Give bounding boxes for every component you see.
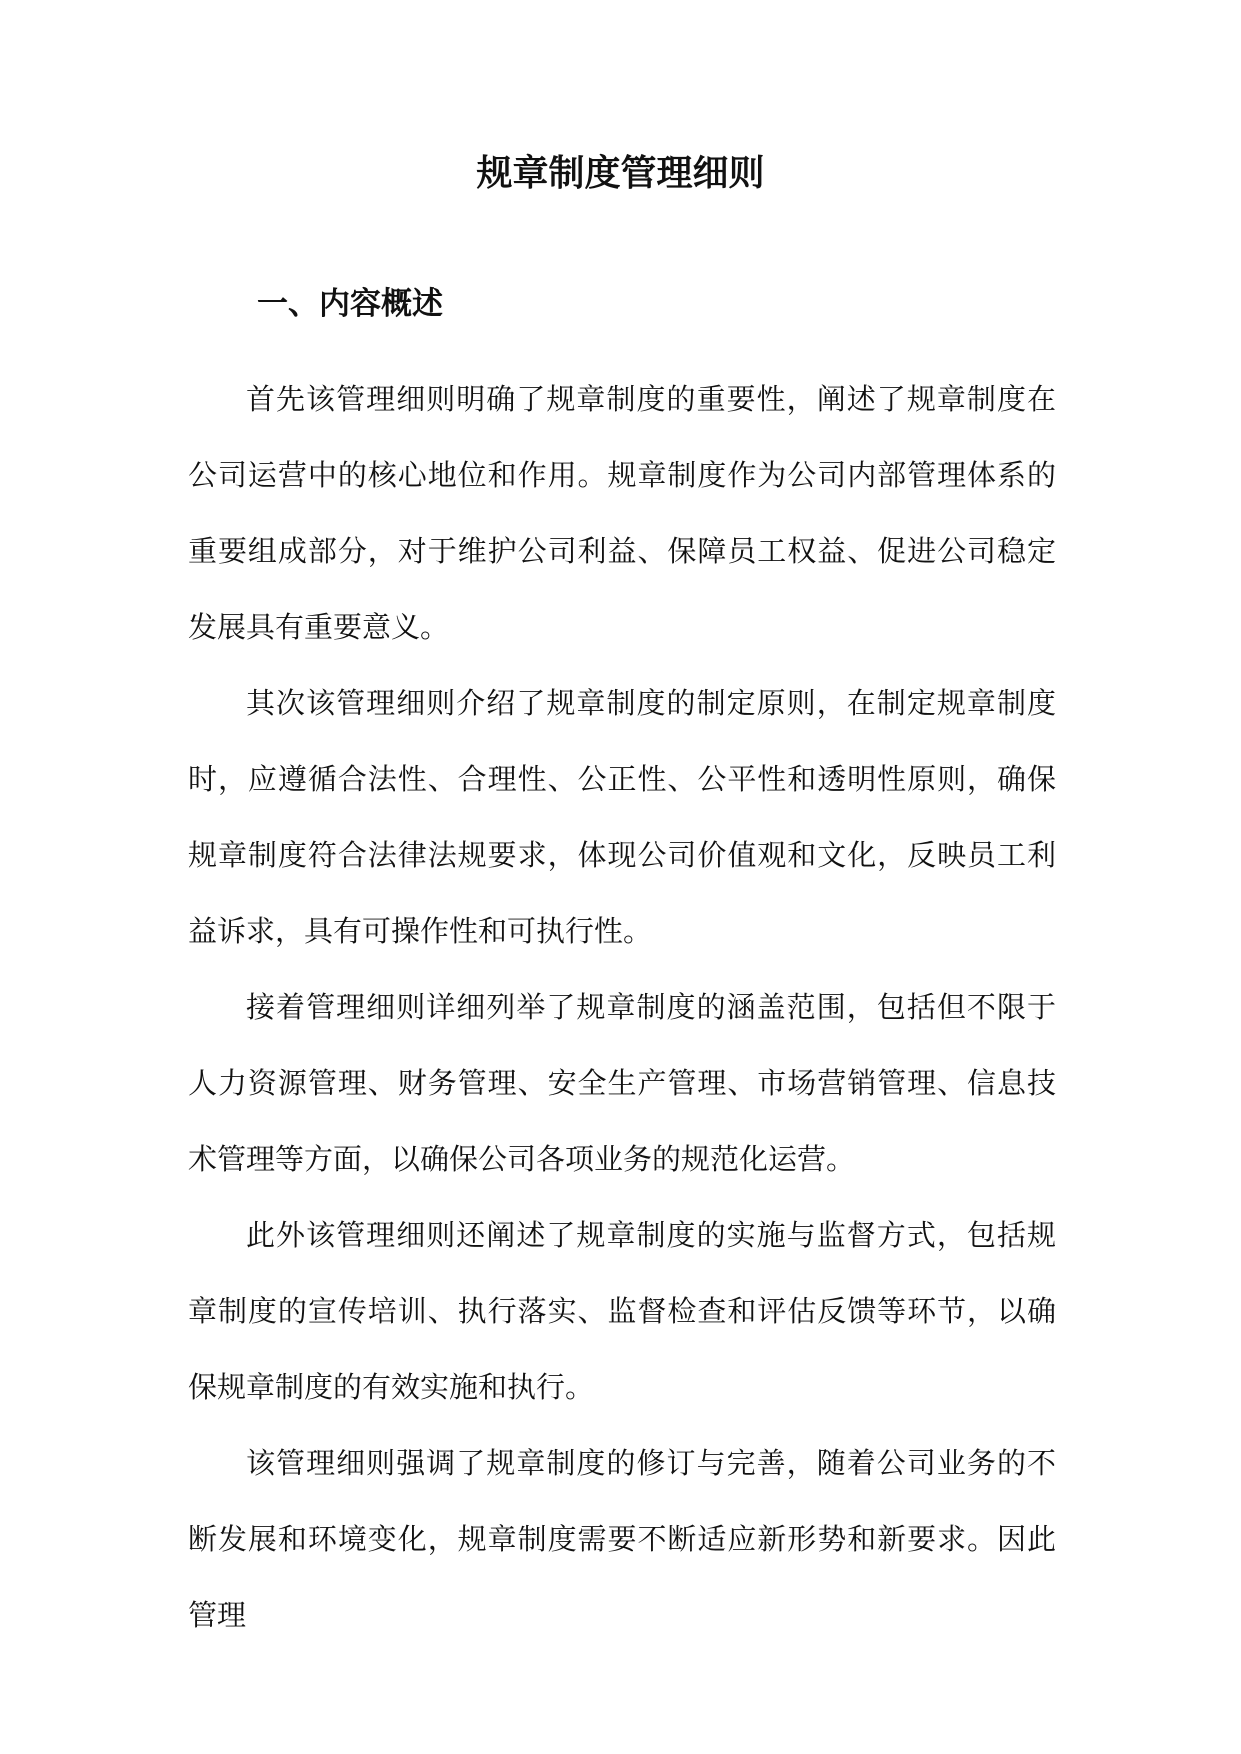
section-heading: 一、内容概述	[257, 286, 443, 322]
paragraph: 此外该管理细则还阐述了规章制度的实施与监督方式，包括规章制度的宣传培训、执行落实、监督检查和评估反馈等环节，以确保规章制度的有效实施和执行。	[188, 1218, 1056, 1404]
document-title: 规章制度管理细则	[476, 152, 765, 194]
paragraph: 其次该管理细则介绍了规章制度的制定原则，在制定规章制度时，应遵循合法性、合理性、公正性、公平性和透明性原则，确保规章制度符合法律法规要求，体现公司价值观和文化，反映员工利益诉求，具有可操作性和可执行性。	[188, 686, 1056, 948]
paragraph: 接着管理细则详细列举了规章制度的涵盖范围，包括但不限于人力资源管理、财务管理、安全生产管理、市场营销管理、信息技术管理等方面，以确保公司各项业务的规范化运营。	[188, 990, 1056, 1176]
paragraph: 该管理细则强调了规章制度的修订与完善，随着公司业务的不断发展和环境变化，规章制度需要不断适应新形势和新要求。因此管理	[188, 1446, 1056, 1632]
document-body	[188, 361, 1056, 1653]
paragraph: 首先该管理细则明确了规章制度的重要性，阐述了规章制度在公司运营中的核心地位和作用。规章制度作为公司内部管理体系的重要组成部分，对于维护公司利益、保障员工权益、促进公司稳定发展具有重要意义。	[188, 382, 1056, 644]
